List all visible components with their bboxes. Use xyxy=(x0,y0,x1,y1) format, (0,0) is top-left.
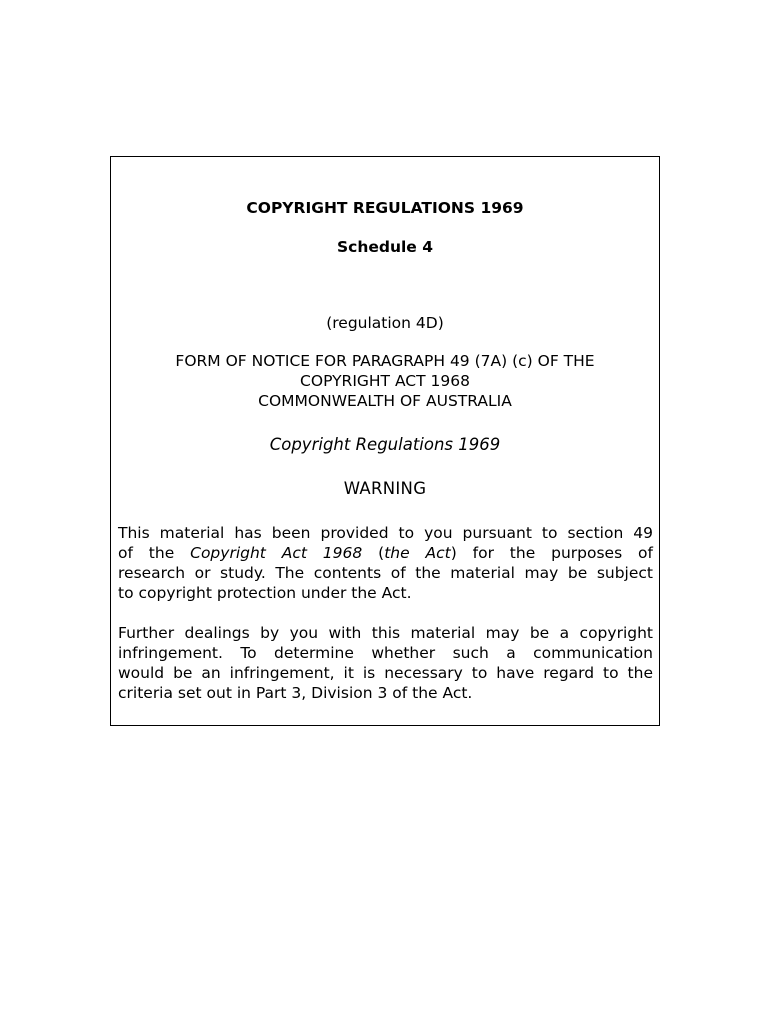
warning-heading: WARNING xyxy=(343,479,427,498)
paragraph-line xyxy=(118,543,653,563)
the-act-italic: the Act xyxy=(384,544,451,562)
schedule-heading: Schedule 4 xyxy=(336,238,434,256)
paragraph-line: infringement. To determine whether such a communication xyxy=(118,644,653,662)
text-segment: ) for the purposes of xyxy=(450,544,653,562)
text-segment: ( xyxy=(362,544,385,562)
form-line: FORM OF NOTICE FOR PARAGRAPH 49 (7A) (c) OF THE xyxy=(175,352,595,370)
form-line: COPYRIGHT ACT 1968 xyxy=(300,372,470,390)
copyright-notice-box xyxy=(110,156,660,726)
paragraph-further-dealings xyxy=(118,623,653,703)
form-line: COMMONWEALTH OF AUSTRALIA xyxy=(258,392,512,410)
paragraph-provided-material xyxy=(118,523,653,603)
notice-title: COPYRIGHT REGULATIONS 1969 xyxy=(246,199,524,217)
paragraph-line: would be an infringement, it is necessary to have regard to the xyxy=(118,664,653,682)
paragraph-line: This material has been provided to you pursuant to section 49 xyxy=(118,524,653,542)
act-name-italic: Copyright Act 1968 xyxy=(190,544,363,562)
paragraph-line: to copyright protection under the Act. xyxy=(118,584,412,602)
regulations-italic-heading: Copyright Regulations 1969 xyxy=(269,435,501,454)
form-of-notice-heading xyxy=(111,351,659,411)
paragraph-line: Further dealings by you with this material may be a copyright xyxy=(118,624,653,642)
paragraph-line: criteria set out in Part 3, Division 3 of the Act. xyxy=(118,684,473,702)
regulation-reference: (regulation 4D) xyxy=(326,314,444,332)
paragraph-line: research or study. The contents of the material may be subject xyxy=(118,564,653,582)
text-segment: of the xyxy=(118,544,191,562)
